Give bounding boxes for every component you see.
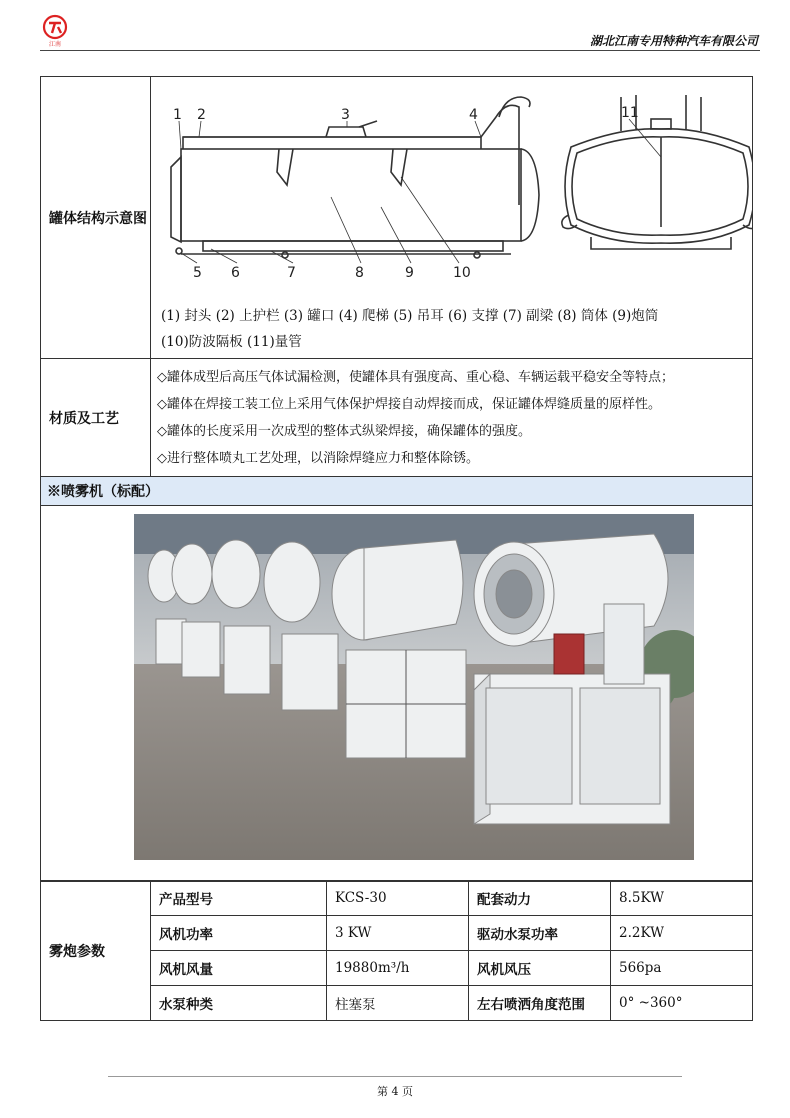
material-line: ◇罐体成型后高压气体试漏检测，使罐体具有强度高、重心稳、车辆运载平稳安全等特点； — [157, 369, 674, 385]
page-header — [40, 14, 760, 51]
material-text — [151, 359, 753, 477]
param-value: 柱塞泵 — [327, 986, 469, 1021]
param-value: 19880m³/h — [327, 951, 469, 986]
callout-2: 2 — [197, 107, 206, 123]
param-key: 风机风量 — [151, 951, 327, 986]
callout-4: 4 — [469, 107, 478, 123]
sprayer-banner: ※喷雾机（标配） — [41, 477, 753, 506]
company-logo-icon — [40, 14, 70, 48]
callout-3: 3 — [341, 107, 350, 123]
callout-1: 1 — [173, 107, 182, 123]
material-line: ◇进行整体喷丸工艺处理，以消除焊缝应力和整体除锈。 — [157, 450, 479, 466]
sprayer-photo — [134, 514, 694, 860]
callout-5: 5 — [193, 265, 202, 281]
material-line: ◇罐体的长度采用一次成型的整体式纵梁焊接，确保罐体的强度。 — [157, 423, 531, 439]
tank-structure-label: 罐体结构示意图 — [41, 77, 151, 359]
callout-8: 8 — [355, 265, 364, 281]
material-line: ◇罐体在焊接工装工位上采用气体保护焊接自动焊接而成，保证罐体焊缝质量的原样性。 — [157, 396, 661, 412]
param-key: 左右喷洒角度范围 — [469, 986, 611, 1021]
param-value: 8.5KW — [611, 881, 753, 916]
parts-legend-line: (10)防波隔板 (11)量管 — [161, 334, 302, 350]
params-label: 雾炮参数 — [41, 881, 151, 1021]
tank-structure-diagram — [151, 77, 753, 297]
parts-legend — [151, 301, 752, 357]
callout-11: 11 — [621, 105, 639, 121]
callout-10: 10 — [453, 265, 471, 281]
callout-6: 6 — [231, 265, 240, 281]
param-value: 3 KW — [327, 916, 469, 951]
material-label: 材质及工艺 — [41, 359, 151, 477]
param-key: 风机功率 — [151, 916, 327, 951]
page-number: 第 4 页 — [377, 1085, 413, 1098]
callout-7: 7 — [287, 265, 296, 281]
param-key: 产品型号 — [151, 881, 327, 916]
footer-divider — [108, 1076, 682, 1077]
param-value: 0° ~360° — [611, 986, 753, 1021]
param-key: 配套动力 — [469, 881, 611, 916]
param-key: 风机风压 — [469, 951, 611, 986]
spec-table — [40, 76, 753, 882]
callout-9: 9 — [405, 265, 414, 281]
param-value: KCS-30 — [327, 881, 469, 916]
svg-text:江南: 江南 — [48, 41, 62, 48]
param-value: 2.2KW — [611, 916, 753, 951]
param-key: 驱动水泵功率 — [469, 916, 611, 951]
param-key: 水泵种类 — [151, 986, 327, 1021]
parts-legend-line: (1) 封头 (2) 上护栏 (3) 罐口 (4) 爬梯 (5) 吊耳 (6) 支撑 (7) 副梁 (8) 筒体 (9)炮筒 — [161, 308, 659, 324]
sprayer-params-table — [40, 880, 753, 1021]
company-name: 湖北江南专用特种汽车有限公司 — [589, 34, 758, 48]
param-value: 566pa — [611, 951, 753, 986]
